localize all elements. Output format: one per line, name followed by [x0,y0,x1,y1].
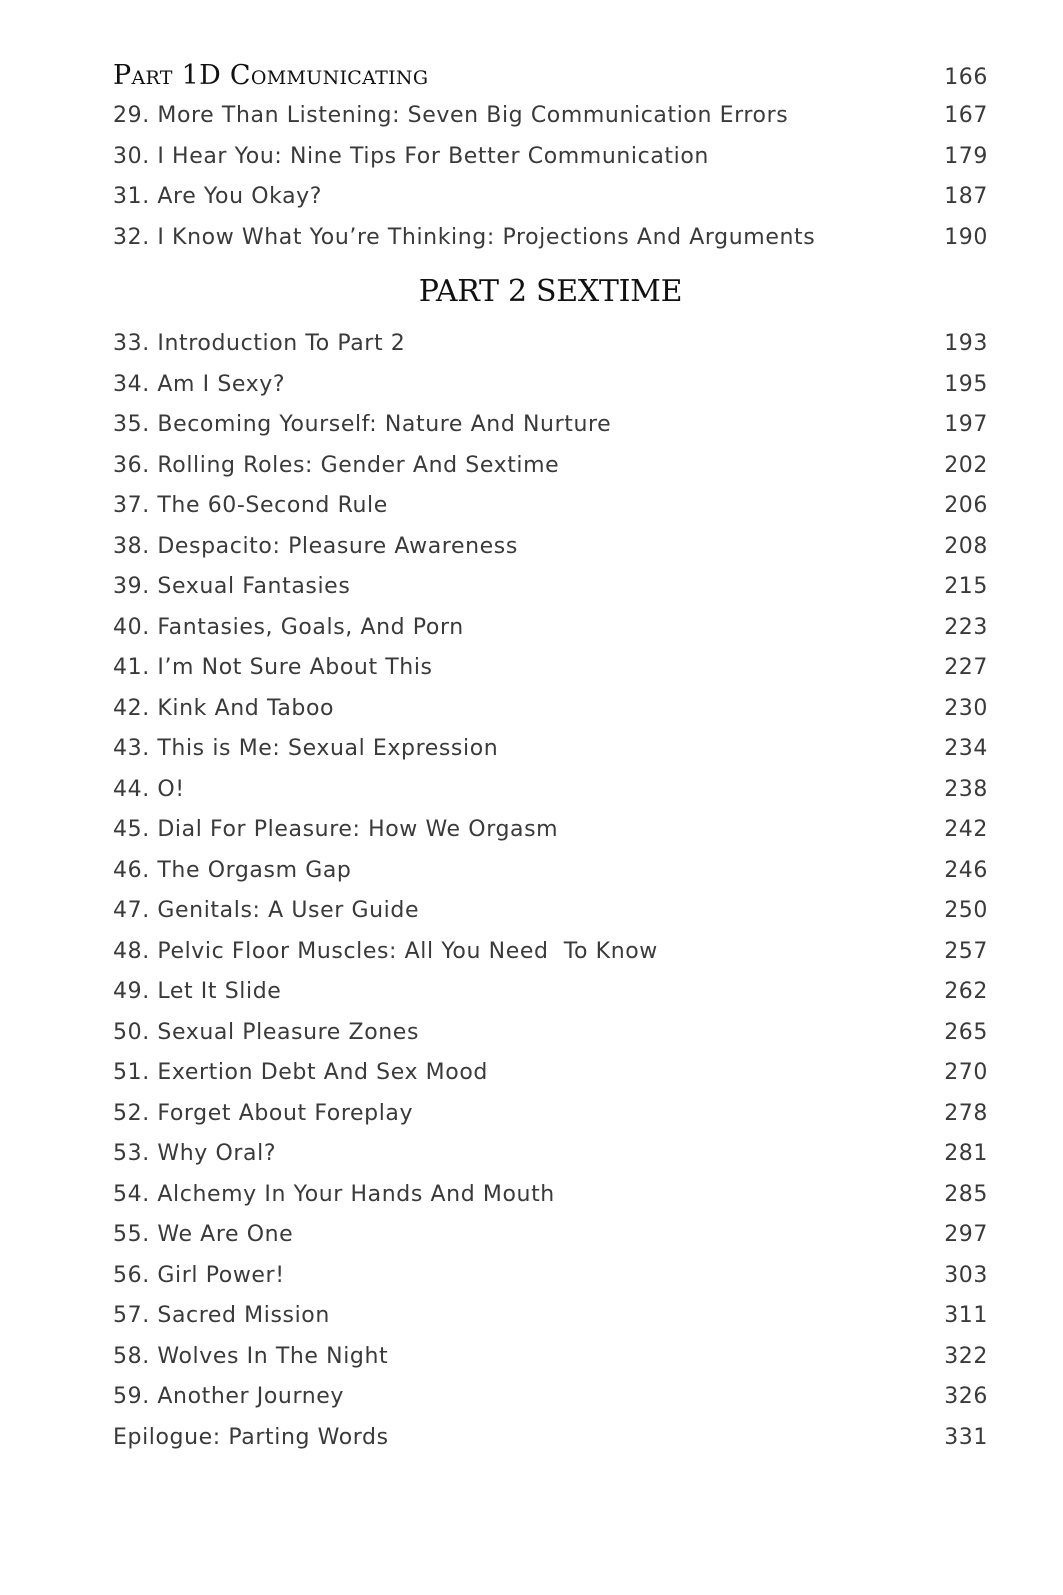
entry-page-number: 278 [944,1100,988,1126]
toc-entry[interactable] [113,1175,988,1216]
entry-page-number: 250 [944,898,988,923]
entry-title: 56. Girl Power! [113,1262,285,1288]
entry-title: 51. Exertion Debt And Sex Mood [113,1060,488,1085]
entry-title: 44. O! [113,776,185,802]
entry-title: 45. Dial For Pleasure: How We Orgasm [113,817,559,842]
toc-entry[interactable] [113,365,988,406]
toc-entry[interactable] [113,446,988,487]
toc-entry[interactable] [113,1256,988,1297]
entry-title: 59. Another Journey [113,1384,345,1409]
entry-title: 31. Are You Okay? [113,184,323,209]
entry-page-number: 230 [944,695,988,721]
toc-entry[interactable] [113,1215,988,1256]
entry-page-number: 281 [944,1141,988,1166]
entry-page-number: 262 [944,979,988,1004]
entry-title: 46. The Orgasm Gap [113,857,352,883]
entry-page-number: 257 [944,938,988,964]
entry-title: 32. I Know What You’re Thinking: Projections And Arguments [113,224,816,250]
part-2-heading: PART 2 SEXTIME [418,274,683,309]
toc-entry[interactable] [113,648,988,689]
entry-title: 33. Introduction To Part 2 [113,331,406,356]
entry-title: 34. Am I Sexy? [113,371,286,397]
entry-page-number: 311 [944,1303,988,1328]
entry-page-number: 270 [944,1060,988,1085]
entry-page-number: 242 [944,817,988,842]
entry-page-number: 234 [944,736,988,761]
entry-title: 40. Fantasies, Goals, And Porn [113,614,464,640]
entry-title: 37. The 60-Second Rule [113,493,388,518]
entry-title: 49. Let It Slide [113,979,282,1004]
entry-page-number: 197 [944,412,988,437]
part-1d-page-number: 166 [944,65,988,90]
entry-page-number: 202 [944,452,988,478]
toc-entry[interactable] [113,891,988,932]
entry-page-number: 331 [944,1424,988,1450]
toc-entry[interactable] [113,1094,988,1135]
entry-page-number: 195 [944,371,988,397]
entry-title: 55. We Are One [113,1222,294,1247]
entry-page-number: 167 [944,103,988,128]
entry-title: 47. Genitals: A User Guide [113,898,420,923]
toc-entry[interactable] [113,527,988,568]
toc-entry[interactable] [113,177,988,218]
toc-entry[interactable] [113,567,988,608]
entry-title: 54. Alchemy In Your Hands And Mouth [113,1181,555,1207]
toc-entry[interactable] [113,689,988,730]
entry-title: 50. Sexual Pleasure Zones [113,1019,420,1045]
toc-entry[interactable] [113,1296,988,1337]
toc-entry[interactable] [113,810,988,851]
table-of-contents [113,56,988,1458]
entry-title: 35. Becoming Yourself: Nature And Nurture [113,412,612,437]
part-1d-heading[interactable] [113,56,988,96]
entry-page-number: 187 [944,184,988,209]
entry-page-number: 208 [944,533,988,559]
entry-page-number: 227 [944,655,988,680]
toc-entry[interactable] [113,96,988,137]
toc-entry[interactable] [113,1134,988,1175]
entry-title: 48. Pelvic Floor Muscles: All You Need To Know [113,938,658,964]
toc-entry[interactable] [113,324,988,365]
toc-entry[interactable] [113,137,988,178]
entry-title: 53. Why Oral? [113,1141,277,1166]
entry-title: 57. Sacred Mission [113,1303,330,1328]
entry-page-number: 193 [944,331,988,356]
entry-title: 41. I’m Not Sure About This [113,655,433,680]
part-1d-title: Part 1D Communicating [113,60,429,91]
part-1d-entries [113,96,988,258]
part-2-entries [113,324,988,1458]
entry-page-number: 215 [944,574,988,599]
entry-page-number: 297 [944,1222,988,1247]
entry-page-number: 246 [944,857,988,883]
toc-entry[interactable] [113,1053,988,1094]
entry-page-number: 238 [944,776,988,802]
entry-page-number: 303 [944,1262,988,1288]
entry-title: 42. Kink And Taboo [113,695,335,721]
entry-page-number: 223 [944,614,988,640]
entry-page-number: 326 [944,1384,988,1409]
toc-entry[interactable] [113,405,988,446]
entry-title: Epilogue: Parting Words [113,1424,389,1450]
toc-entry[interactable] [113,1377,988,1418]
toc-entry[interactable] [113,1337,988,1378]
toc-entry[interactable] [113,932,988,973]
entry-title: 38. Despacito: Pleasure Awareness [113,533,518,559]
toc-entry[interactable] [113,608,988,649]
entry-title: 58. Wolves In The Night [113,1343,389,1369]
entry-title: 43. This is Me: Sexual Expression [113,736,499,761]
entry-page-number: 179 [944,143,988,169]
toc-entry[interactable] [113,218,988,259]
toc-entry[interactable] [113,851,988,892]
entry-title: 36. Rolling Roles: Gender And Sextime [113,452,560,478]
entry-title: 52. Forget About Foreplay [113,1100,414,1126]
toc-entry[interactable] [113,972,988,1013]
entry-page-number: 206 [944,493,988,518]
toc-entry[interactable] [113,1013,988,1054]
toc-entry[interactable] [113,486,988,527]
entry-page-number: 322 [944,1343,988,1369]
toc-entry-epilogue[interactable] [113,1418,988,1459]
toc-entry[interactable] [113,729,988,770]
entry-title: 39. Sexual Fantasies [113,574,351,599]
entry-page-number: 190 [944,224,988,250]
entry-page-number: 285 [944,1181,988,1207]
toc-entry[interactable] [113,770,988,811]
entry-title: 29. More Than Listening: Seven Big Communication Errors [113,103,789,128]
entry-page-number: 265 [944,1019,988,1045]
entry-title: 30. I Hear You: Nine Tips For Better Communication [113,143,709,169]
